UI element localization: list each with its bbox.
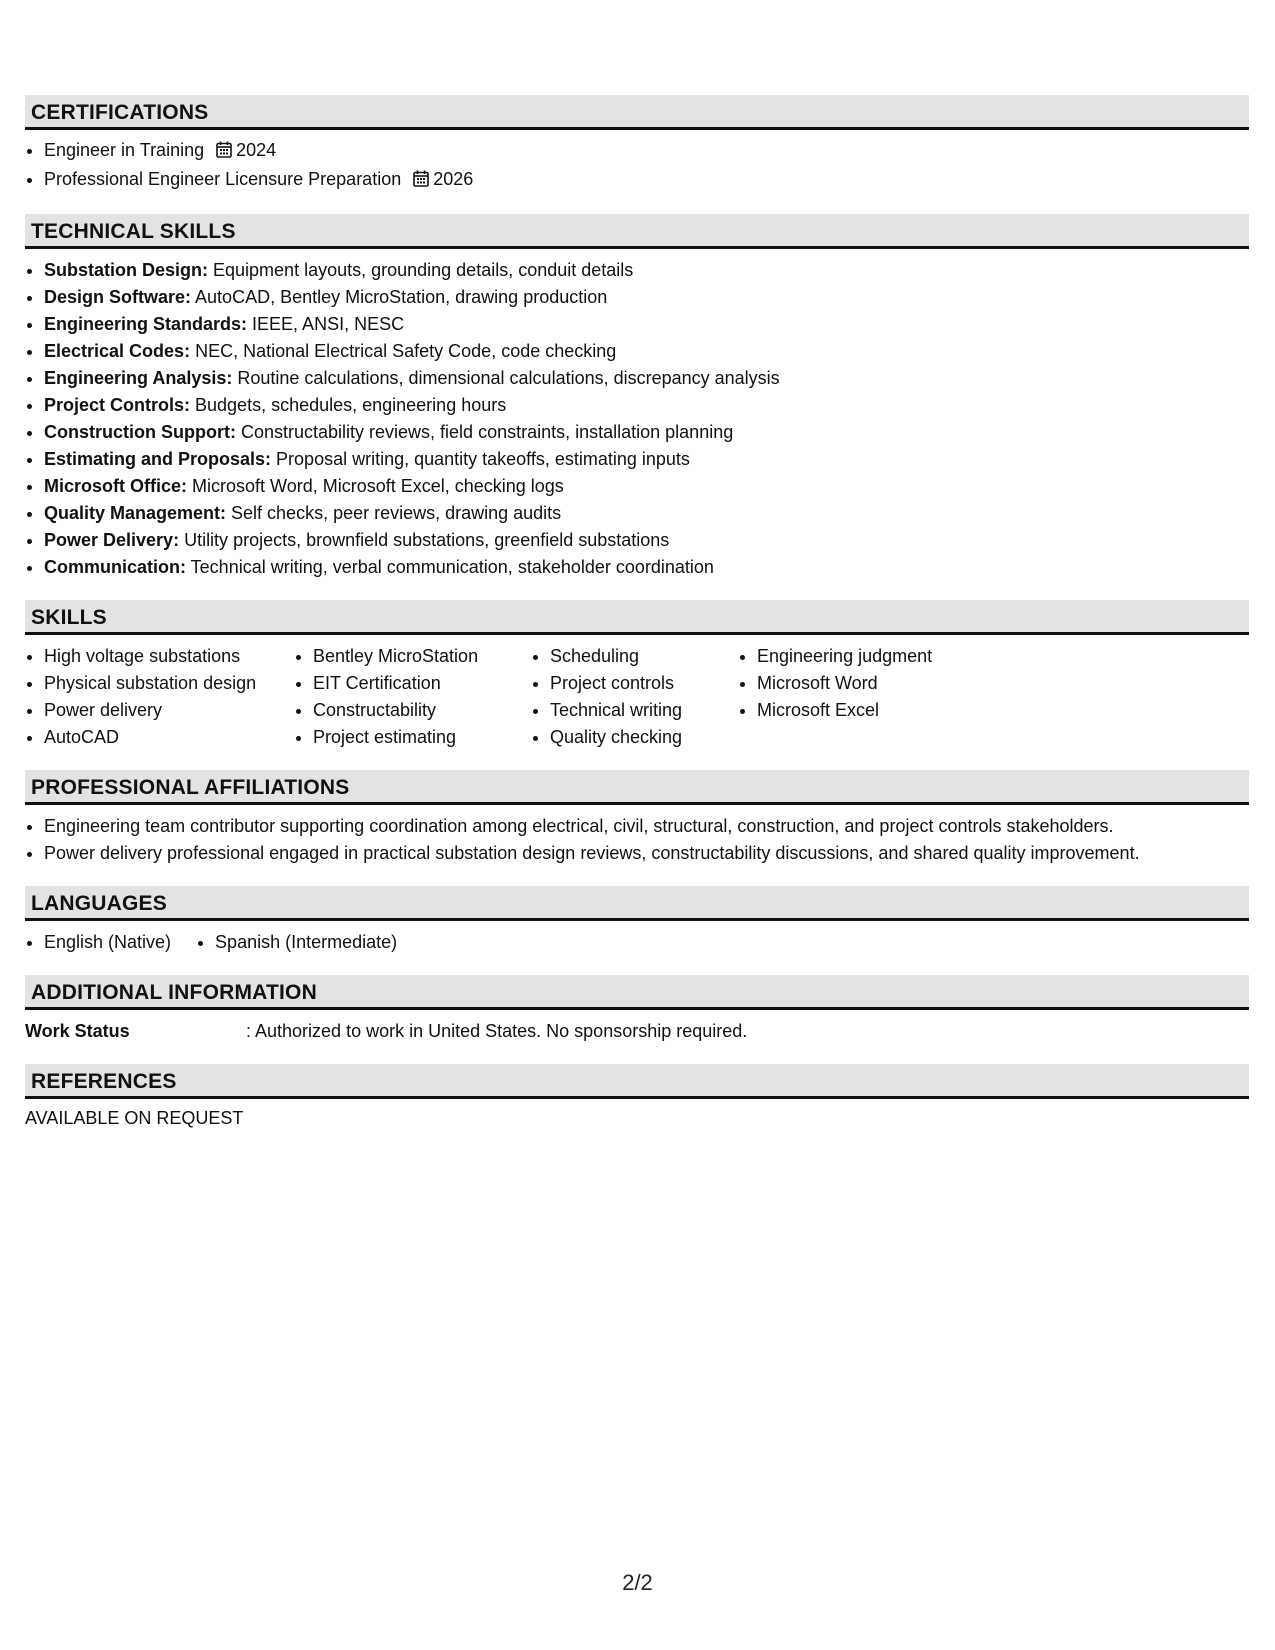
certification-year: 2026	[433, 169, 474, 189]
technical-skill-text: Utility projects, brownfield substations, greenfield substations	[179, 530, 670, 550]
certification-year: 2024	[236, 140, 277, 160]
technical-skill-item	[44, 257, 1249, 284]
certification-name: Engineer in Training	[44, 140, 205, 160]
affiliation-item: • Engineering team contributor supporting coordination among electrical, civil, structural, construction, and project controls stakeholders.	[44, 813, 1249, 840]
language-item: • English (Native)	[44, 929, 171, 956]
skill-item: • Physical substation design	[44, 670, 294, 697]
skill-item: • Technical writing	[550, 697, 738, 724]
page-number: 2/2	[622, 1570, 653, 1595]
skill-item: • High voltage substations	[44, 643, 294, 670]
technical-skill-text: Self checks, peer reviews, drawing audits	[226, 503, 562, 523]
technical-skill-text: IEEE, ANSI, NESC	[247, 314, 405, 334]
technical-skill-item	[44, 554, 1249, 581]
technical-skill-text: Constructability reviews, field constraints, installation planning	[235, 422, 734, 442]
technical-skill-label: Substation Design:	[44, 260, 209, 280]
skill-item: • Constructability	[313, 697, 531, 724]
technical-skill-item	[44, 365, 1249, 392]
affiliation-item: • Power delivery professional engaged in practical substation design reviews, constructability discussions, and shared quality improvement.	[44, 840, 1249, 867]
skill-item: • Power delivery	[44, 697, 294, 724]
resume-page	[25, 95, 1249, 1151]
technical-skills-list	[25, 257, 1249, 581]
skill-item: • AutoCAD	[44, 724, 294, 751]
technical-skills-section	[25, 214, 1249, 581]
skill-item: • Microsoft Word	[757, 670, 997, 697]
technical-skill-label: Design Software:	[44, 287, 192, 307]
technical-skill-label: Communication:	[44, 557, 186, 577]
technical-skill-text: AutoCAD, Bentley MicroStation, drawing production	[191, 287, 608, 307]
technical-skill-text: Budgets, schedules, engineering hours	[190, 395, 507, 415]
technical-skill-text: Routine calculations, dimensional calculations, discrepancy analysis	[232, 368, 780, 388]
technical-skill-text: Microsoft Word, Microsoft Excel, checking logs	[187, 476, 564, 496]
certification-item	[44, 166, 1249, 195]
section-title-references: REFERENCES	[25, 1064, 1249, 1099]
technical-skill-label: Project Controls:	[44, 395, 191, 415]
technical-skill-label: Engineering Standards:	[44, 314, 248, 334]
work-status-value: : Authorized to work in United States. No sponsorship required.	[246, 1021, 748, 1041]
skill-item: • Quality checking	[550, 724, 738, 751]
certifications-list	[25, 137, 1249, 195]
technical-skill-item	[44, 338, 1249, 365]
skills-column	[25, 643, 294, 751]
additional-information-section	[25, 975, 1249, 1045]
calendar-icon	[413, 168, 429, 195]
technical-skill-label: Power Delivery:	[44, 530, 180, 550]
technical-skill-text: Technical writing, verbal communication, stakeholder coordination	[186, 557, 714, 577]
skills-grid	[25, 635, 1249, 751]
calendar-icon	[216, 139, 232, 166]
technical-skill-label: Quality Management:	[44, 503, 227, 523]
technical-skill-label: Microsoft Office:	[44, 476, 188, 496]
work-status-label: Work Status	[25, 1021, 130, 1041]
technical-skill-item	[44, 527, 1249, 554]
skill-item: • Microsoft Excel	[757, 697, 997, 724]
section-title-skills: SKILLS	[25, 600, 1249, 635]
technical-skill-item	[44, 392, 1249, 419]
references-section	[25, 1064, 1249, 1132]
technical-skill-item	[44, 473, 1249, 500]
skill-item: • Project controls	[550, 670, 738, 697]
languages-section	[25, 886, 1249, 956]
skills-column	[531, 643, 738, 751]
skill-item: • Engineering judgment	[757, 643, 997, 670]
languages-list	[25, 929, 441, 956]
section-title-certifications: CERTIFICATIONS	[25, 95, 1249, 130]
section-title-affiliations: PROFESSIONAL AFFILIATIONS	[25, 770, 1249, 805]
work-status-row	[25, 1010, 1249, 1045]
technical-skill-text: NEC, National Electrical Safety Code, code checking	[190, 341, 617, 361]
skill-item: • Project estimating	[313, 724, 531, 751]
section-title-technical-skills: TECHNICAL SKILLS	[25, 214, 1249, 249]
technical-skill-item	[44, 446, 1249, 473]
affiliations-section	[25, 770, 1249, 867]
technical-skill-item	[44, 284, 1249, 311]
skills-section	[25, 600, 1249, 751]
technical-skill-label: Engineering Analysis:	[44, 368, 233, 388]
technical-skill-item	[44, 500, 1249, 527]
technical-skill-text: Proposal writing, quantity takeoffs, estimating inputs	[271, 449, 690, 469]
skill-item: • EIT Certification	[313, 670, 531, 697]
skill-item: • Scheduling	[550, 643, 738, 670]
technical-skill-label: Estimating and Proposals:	[44, 449, 272, 469]
technical-skill-label: Electrical Codes:	[44, 341, 191, 361]
references-text: AVAILABLE ON REQUEST	[25, 1108, 244, 1128]
technical-skill-item	[44, 311, 1249, 338]
language-item: • Spanish (Intermediate)	[215, 929, 397, 956]
skills-column	[294, 643, 531, 751]
skill-item: • Bentley MicroStation	[313, 643, 531, 670]
technical-skill-label: Construction Support:	[44, 422, 236, 442]
certification-item	[44, 137, 1249, 166]
skills-column	[738, 643, 997, 751]
technical-skill-text: Equipment layouts, grounding details, conduit details	[208, 260, 634, 280]
section-title-languages: LANGUAGES	[25, 886, 1249, 921]
section-title-additional-information: ADDITIONAL INFORMATION	[25, 975, 1249, 1010]
affiliations-list	[25, 813, 1249, 867]
technical-skill-item	[44, 419, 1249, 446]
certification-name: Professional Engineer Licensure Preparation	[44, 169, 402, 189]
certifications-section	[25, 95, 1249, 195]
